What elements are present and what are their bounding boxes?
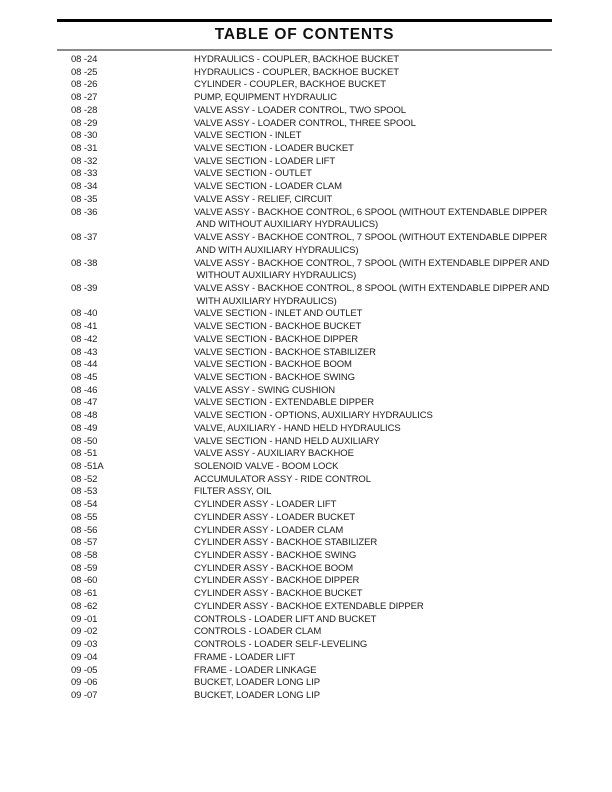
- toc-entry: [71, 194, 556, 207]
- toc-entry: [71, 690, 556, 703]
- toc-entry: [71, 92, 556, 105]
- toc-entry-title: [194, 588, 362, 601]
- toc-entry-code: 08 -45: [71, 371, 98, 383]
- toc-entry-line: VALVE, AUXILIARY - HAND HELD HYDRAULICS: [194, 422, 401, 434]
- toc-entry: [71, 537, 556, 550]
- toc-entry-code: 08 -38: [71, 257, 98, 269]
- toc-entry: [71, 601, 556, 614]
- toc-entry-code: 08 -55: [71, 511, 98, 523]
- toc-entry: [71, 181, 556, 194]
- toc-entry: [71, 156, 556, 169]
- toc-entry-code: 08 -51: [71, 448, 98, 460]
- toc-entry-line: AND WITH AUXILIARY HYDRAULICS): [194, 244, 359, 256]
- toc-entry: [71, 359, 556, 372]
- toc-entry-line: CONTROLS - LOADER SELF-LEVELING: [194, 639, 368, 651]
- toc-entry: [71, 168, 556, 181]
- top-rule: [57, 19, 552, 22]
- toc-entry-code: 08 -50: [71, 435, 98, 447]
- toc-entry-title: [194, 232, 547, 257]
- toc-entry: [71, 410, 556, 423]
- toc-entry: [71, 563, 556, 576]
- toc-entry-line: CONTROLS - LOADER CLAM: [194, 626, 322, 638]
- toc-entry-title: [194, 690, 320, 703]
- toc-entry: [71, 423, 556, 436]
- toc-entry-code: 08 -44: [71, 359, 98, 371]
- toc-entry-code: 08 -39: [71, 282, 98, 294]
- toc-entry-line: CYLINDER ASSY - LOADER CLAM: [194, 524, 344, 536]
- toc-entry-line: BUCKET, LOADER LONG LIP: [194, 677, 320, 689]
- toc-entry-line: VALVE ASSY - LOADER CONTROL, TWO SPOOL: [194, 104, 406, 116]
- toc-entry-title: [194, 143, 354, 156]
- toc-entry: [71, 385, 556, 398]
- toc-entry-code: 09 -06: [71, 677, 98, 689]
- toc-entry-title: [194, 194, 332, 207]
- toc-entry-title: [194, 156, 335, 169]
- toc-entry-title: [194, 448, 354, 461]
- toc-entry-title: [194, 626, 321, 639]
- toc-entry-code: 08 -56: [71, 524, 98, 536]
- toc-entry-code: 08 -27: [71, 92, 98, 104]
- toc-entry-line: VALVE SECTION - BACKHOE SWING: [194, 371, 355, 383]
- toc-entry-line: VALVE SECTION - LOADER BUCKET: [194, 143, 354, 155]
- toc-entry-line: CYLINDER ASSY - BACKHOE STABILIZER: [194, 537, 378, 549]
- toc-entry-code: 08 -42: [71, 333, 98, 345]
- toc-entry-line: ACCUMULATOR ASSY - RIDE CONTROL: [194, 473, 371, 485]
- toc-entry-line: VALVE SECTION - LOADER LIFT: [194, 155, 336, 167]
- toc-entry: [71, 54, 556, 67]
- toc-entry-line: CYLINDER ASSY - LOADER LIFT: [194, 499, 337, 511]
- toc-entry: [71, 575, 556, 588]
- toc-entry-line: CYLINDER ASSY - BACKHOE DIPPER: [194, 575, 360, 587]
- toc-entry-code: 08 -57: [71, 537, 98, 549]
- title-underline-rule: [57, 49, 552, 51]
- toc-entry: [71, 397, 556, 410]
- toc-entry-code: 08 -60: [71, 575, 98, 587]
- toc-entry-code: 08 -62: [71, 600, 98, 612]
- toc-entry-title: [194, 652, 295, 665]
- toc-entry: [71, 321, 556, 334]
- toc-entry: [71, 550, 556, 563]
- toc-entry-title: [194, 258, 549, 283]
- toc-entry: [71, 283, 556, 308]
- toc-entry: [71, 308, 556, 321]
- toc-entry-title: [194, 423, 401, 436]
- toc-entry-title: [194, 54, 399, 67]
- toc-entry: [71, 67, 556, 80]
- toc-entry-code: 08 -28: [71, 104, 98, 116]
- toc-entry: [71, 588, 556, 601]
- toc-entry-code: 08 -53: [71, 486, 98, 498]
- toc-entry-line: WITHOUT AUXILIARY HYDRAULICS): [194, 270, 357, 282]
- toc-entry: [71, 652, 556, 665]
- toc-entry-code: 08 -37: [71, 232, 98, 244]
- toc-entry-title: [194, 474, 371, 487]
- toc-entry-code: 08 -35: [71, 193, 98, 205]
- toc-entry-title: [194, 67, 399, 80]
- toc-entry-code: 08 -25: [71, 66, 98, 78]
- toc-entry-code: 08 -43: [71, 346, 98, 358]
- toc-entry-line: VALVE ASSY - BACKHOE CONTROL, 7 SPOOL (WITH EXTENDABLE DIPPER AND: [194, 257, 550, 269]
- toc-entry-code: 09 -03: [71, 639, 98, 651]
- toc-entry-line: CYLINDER - COUPLER, BACKHOE BUCKET: [194, 79, 386, 91]
- toc-entry: [71, 232, 556, 257]
- toc-entry-title: [194, 385, 335, 398]
- toc-entry-title: [194, 575, 359, 588]
- toc-entry-title: [194, 563, 353, 576]
- toc-entry-title: [194, 397, 374, 410]
- toc-entry-title: [194, 601, 424, 614]
- toc-entry-title: [194, 550, 356, 563]
- toc-entry-line: VALVE ASSY - AUXILIARY BACKHOE: [194, 448, 354, 460]
- toc-entry: [71, 525, 556, 538]
- toc-entry: [71, 258, 556, 283]
- toc-entry-title: [194, 461, 338, 474]
- toc-entry-line: BUCKET, LOADER LONG LIP: [194, 689, 320, 701]
- toc-entry-line: CYLINDER ASSY - BACKHOE EXTENDABLE DIPPER: [194, 600, 424, 612]
- toc-entry-title: [194, 639, 367, 652]
- toc-entry-line: VALVE SECTION - OUTLET: [194, 168, 312, 180]
- page-title: TABLE OF CONTENTS: [214, 26, 395, 43]
- toc-entry-code: 08 -26: [71, 79, 98, 91]
- toc-entry-line: FILTER ASSY, OIL: [194, 486, 272, 498]
- toc-entry-title: [194, 79, 386, 92]
- toc-entry-line: VALVE SECTION - HAND HELD AUXILIARY: [194, 435, 380, 447]
- toc-entry-line: HYDRAULICS - COUPLER, BACKHOE BUCKET: [194, 66, 399, 78]
- toc-entry-title: [194, 486, 271, 499]
- toc-entry-line: AND WITHOUT AUXILIARY HYDRAULICS): [194, 219, 379, 231]
- toc-entry: [71, 372, 556, 385]
- toc-entry-code: 09 -07: [71, 689, 98, 701]
- toc-entry: [71, 448, 556, 461]
- toc-entry-title: [194, 512, 355, 525]
- toc-entry-code: 08 -41: [71, 321, 98, 333]
- toc-entry-code: 09 -01: [71, 613, 98, 625]
- toc-entry-title: [194, 499, 336, 512]
- toc-entry-line: VALVE ASSY - SWING CUSHION: [194, 384, 335, 396]
- toc-entry-code: 08 -32: [71, 155, 98, 167]
- toc-entry-code: 08 -59: [71, 562, 98, 574]
- toc-entry: [71, 461, 556, 474]
- toc-entry-title: [194, 321, 361, 334]
- toc-entry-line: VALVE ASSY - BACKHOE CONTROL, 6 SPOOL (WITHOUT EXTENDABLE DIPPER: [194, 206, 548, 218]
- toc-entry-code: 08 -58: [71, 550, 98, 562]
- toc-entry-title: [194, 283, 549, 308]
- toc-entry-line: CYLINDER ASSY - BACKHOE BUCKET: [194, 588, 363, 600]
- toc-entry-title: [194, 308, 362, 321]
- toc-entry-title: [194, 207, 547, 232]
- toc-entry-code: 08 -61: [71, 588, 98, 600]
- toc-entry-line: VALVE ASSY - RELIEF, CIRCUIT: [194, 193, 333, 205]
- toc-entry: [71, 474, 556, 487]
- toc-entry-title: [194, 130, 301, 143]
- toc-entry-code: 08 -46: [71, 384, 98, 396]
- toc-entry-line: VALVE ASSY - LOADER CONTROL, THREE SPOOL: [194, 117, 416, 129]
- toc-entry-line: CYLINDER ASSY - LOADER BUCKET: [194, 511, 356, 523]
- toc-entry-line: SOLENOID VALVE - BOOM LOCK: [194, 461, 339, 472]
- toc-entry: [71, 207, 556, 232]
- toc-entry-code: 08 -30: [71, 130, 98, 142]
- toc-entry-title: [194, 118, 416, 131]
- toc-entry-code: 08 -51A: [71, 461, 104, 472]
- toc-entry-line: VALVE SECTION - INLET AND OUTLET: [194, 308, 363, 320]
- toc-entry-code: 08 -36: [71, 206, 98, 218]
- toc-entry-title: [194, 537, 377, 550]
- toc-entry-title: [194, 334, 358, 347]
- toc-entry: [71, 665, 556, 678]
- toc-entry-line: VALVE SECTION - OPTIONS, AUXILIARY HYDRAULICS: [194, 410, 433, 422]
- toc-entry-title: [194, 372, 355, 385]
- toc-entry-code: 08 -49: [71, 422, 98, 434]
- toc-entry-line: CONTROLS - LOADER LIFT AND BUCKET: [194, 613, 377, 625]
- toc-entry-line: VALVE SECTION - INLET: [194, 130, 302, 142]
- toc-entry-line: FRAME - LOADER LINKAGE: [194, 664, 317, 676]
- toc-entry-title: [194, 614, 376, 627]
- toc-entry: [71, 614, 556, 627]
- toc-entry-title: [194, 677, 320, 690]
- toc-entry-line: PUMP, EQUIPMENT HYDRAULIC: [194, 92, 337, 104]
- toc-entry: [71, 436, 556, 449]
- toc-entry-code: 09 -05: [71, 664, 98, 676]
- toc-entry: [71, 143, 556, 156]
- toc-entry-line: VALVE SECTION - BACKHOE BUCKET: [194, 321, 362, 333]
- toc-entry: [71, 486, 556, 499]
- toc-entry: [71, 130, 556, 143]
- toc-entry-code: 08 -54: [71, 499, 98, 511]
- toc-entry-title: [194, 92, 337, 105]
- toc-entry-title: [194, 410, 433, 423]
- toc-entry: [71, 105, 556, 118]
- toc-entry-line: CYLINDER ASSY - BACKHOE SWING: [194, 550, 357, 562]
- toc-entry-line: FRAME - LOADER LIFT: [194, 651, 296, 663]
- toc-entry-code: 08 -40: [71, 308, 98, 320]
- toc-entry: [71, 79, 556, 92]
- toc-entry-code: 08 -33: [71, 168, 98, 180]
- toc-entry: [71, 347, 556, 360]
- toc-entry-code: 08 -52: [71, 473, 98, 485]
- toc-entry: [71, 334, 556, 347]
- toc-entry-code: 08 -24: [71, 54, 98, 65]
- toc-entry-title: [194, 525, 343, 538]
- toc-entry: [71, 639, 556, 652]
- toc-entry-line: VALVE SECTION - LOADER CLAM: [194, 181, 342, 193]
- toc-entry-line: WITH AUXILIARY HYDRAULICS): [194, 295, 337, 307]
- toc-entry-title: [194, 665, 316, 678]
- toc-entry-line: VALVE ASSY - BACKHOE CONTROL, 7 SPOOL (WITHOUT EXTENDABLE DIPPER: [194, 232, 548, 244]
- toc-entry-line: CYLINDER ASSY - BACKHOE BOOM: [194, 562, 354, 574]
- toc-entry-title: [194, 168, 312, 181]
- toc-list: [71, 54, 556, 703]
- toc-entry: [71, 677, 556, 690]
- toc-entry-line: VALVE SECTION - BACKHOE BOOM: [194, 359, 352, 371]
- toc-entry-line: VALVE SECTION - BACKHOE DIPPER: [194, 333, 358, 345]
- toc-entry-code: 08 -31: [71, 143, 98, 155]
- toc-entry-line: VALVE SECTION - BACKHOE STABILIZER: [194, 346, 376, 358]
- toc-entry: [71, 118, 556, 131]
- toc-entry-code: 09 -02: [71, 626, 98, 638]
- toc-entry-title: [194, 359, 352, 372]
- toc-entry-code: 08 -34: [71, 181, 98, 193]
- toc-entry-title: [194, 105, 406, 118]
- toc-entry-line: VALVE ASSY - BACKHOE CONTROL, 8 SPOOL (WITH EXTENDABLE DIPPER AND: [194, 282, 550, 294]
- toc-entry-code: 09 -04: [71, 651, 98, 663]
- toc-entry-code: 08 -29: [71, 117, 98, 129]
- toc-entry-line: HYDRAULICS - COUPLER, BACKHOE BUCKET: [194, 54, 399, 65]
- toc-entry: [71, 626, 556, 639]
- toc-entry-title: [194, 181, 342, 194]
- toc-entry-title: [194, 436, 380, 449]
- toc-entry-title: [194, 347, 376, 360]
- toc-entry: [71, 512, 556, 525]
- toc-entry-code: 08 -47: [71, 397, 98, 409]
- toc-entry-line: VALVE SECTION - EXTENDABLE DIPPER: [194, 397, 375, 409]
- toc-entry-code: 08 -48: [71, 410, 98, 422]
- toc-entry: [71, 499, 556, 512]
